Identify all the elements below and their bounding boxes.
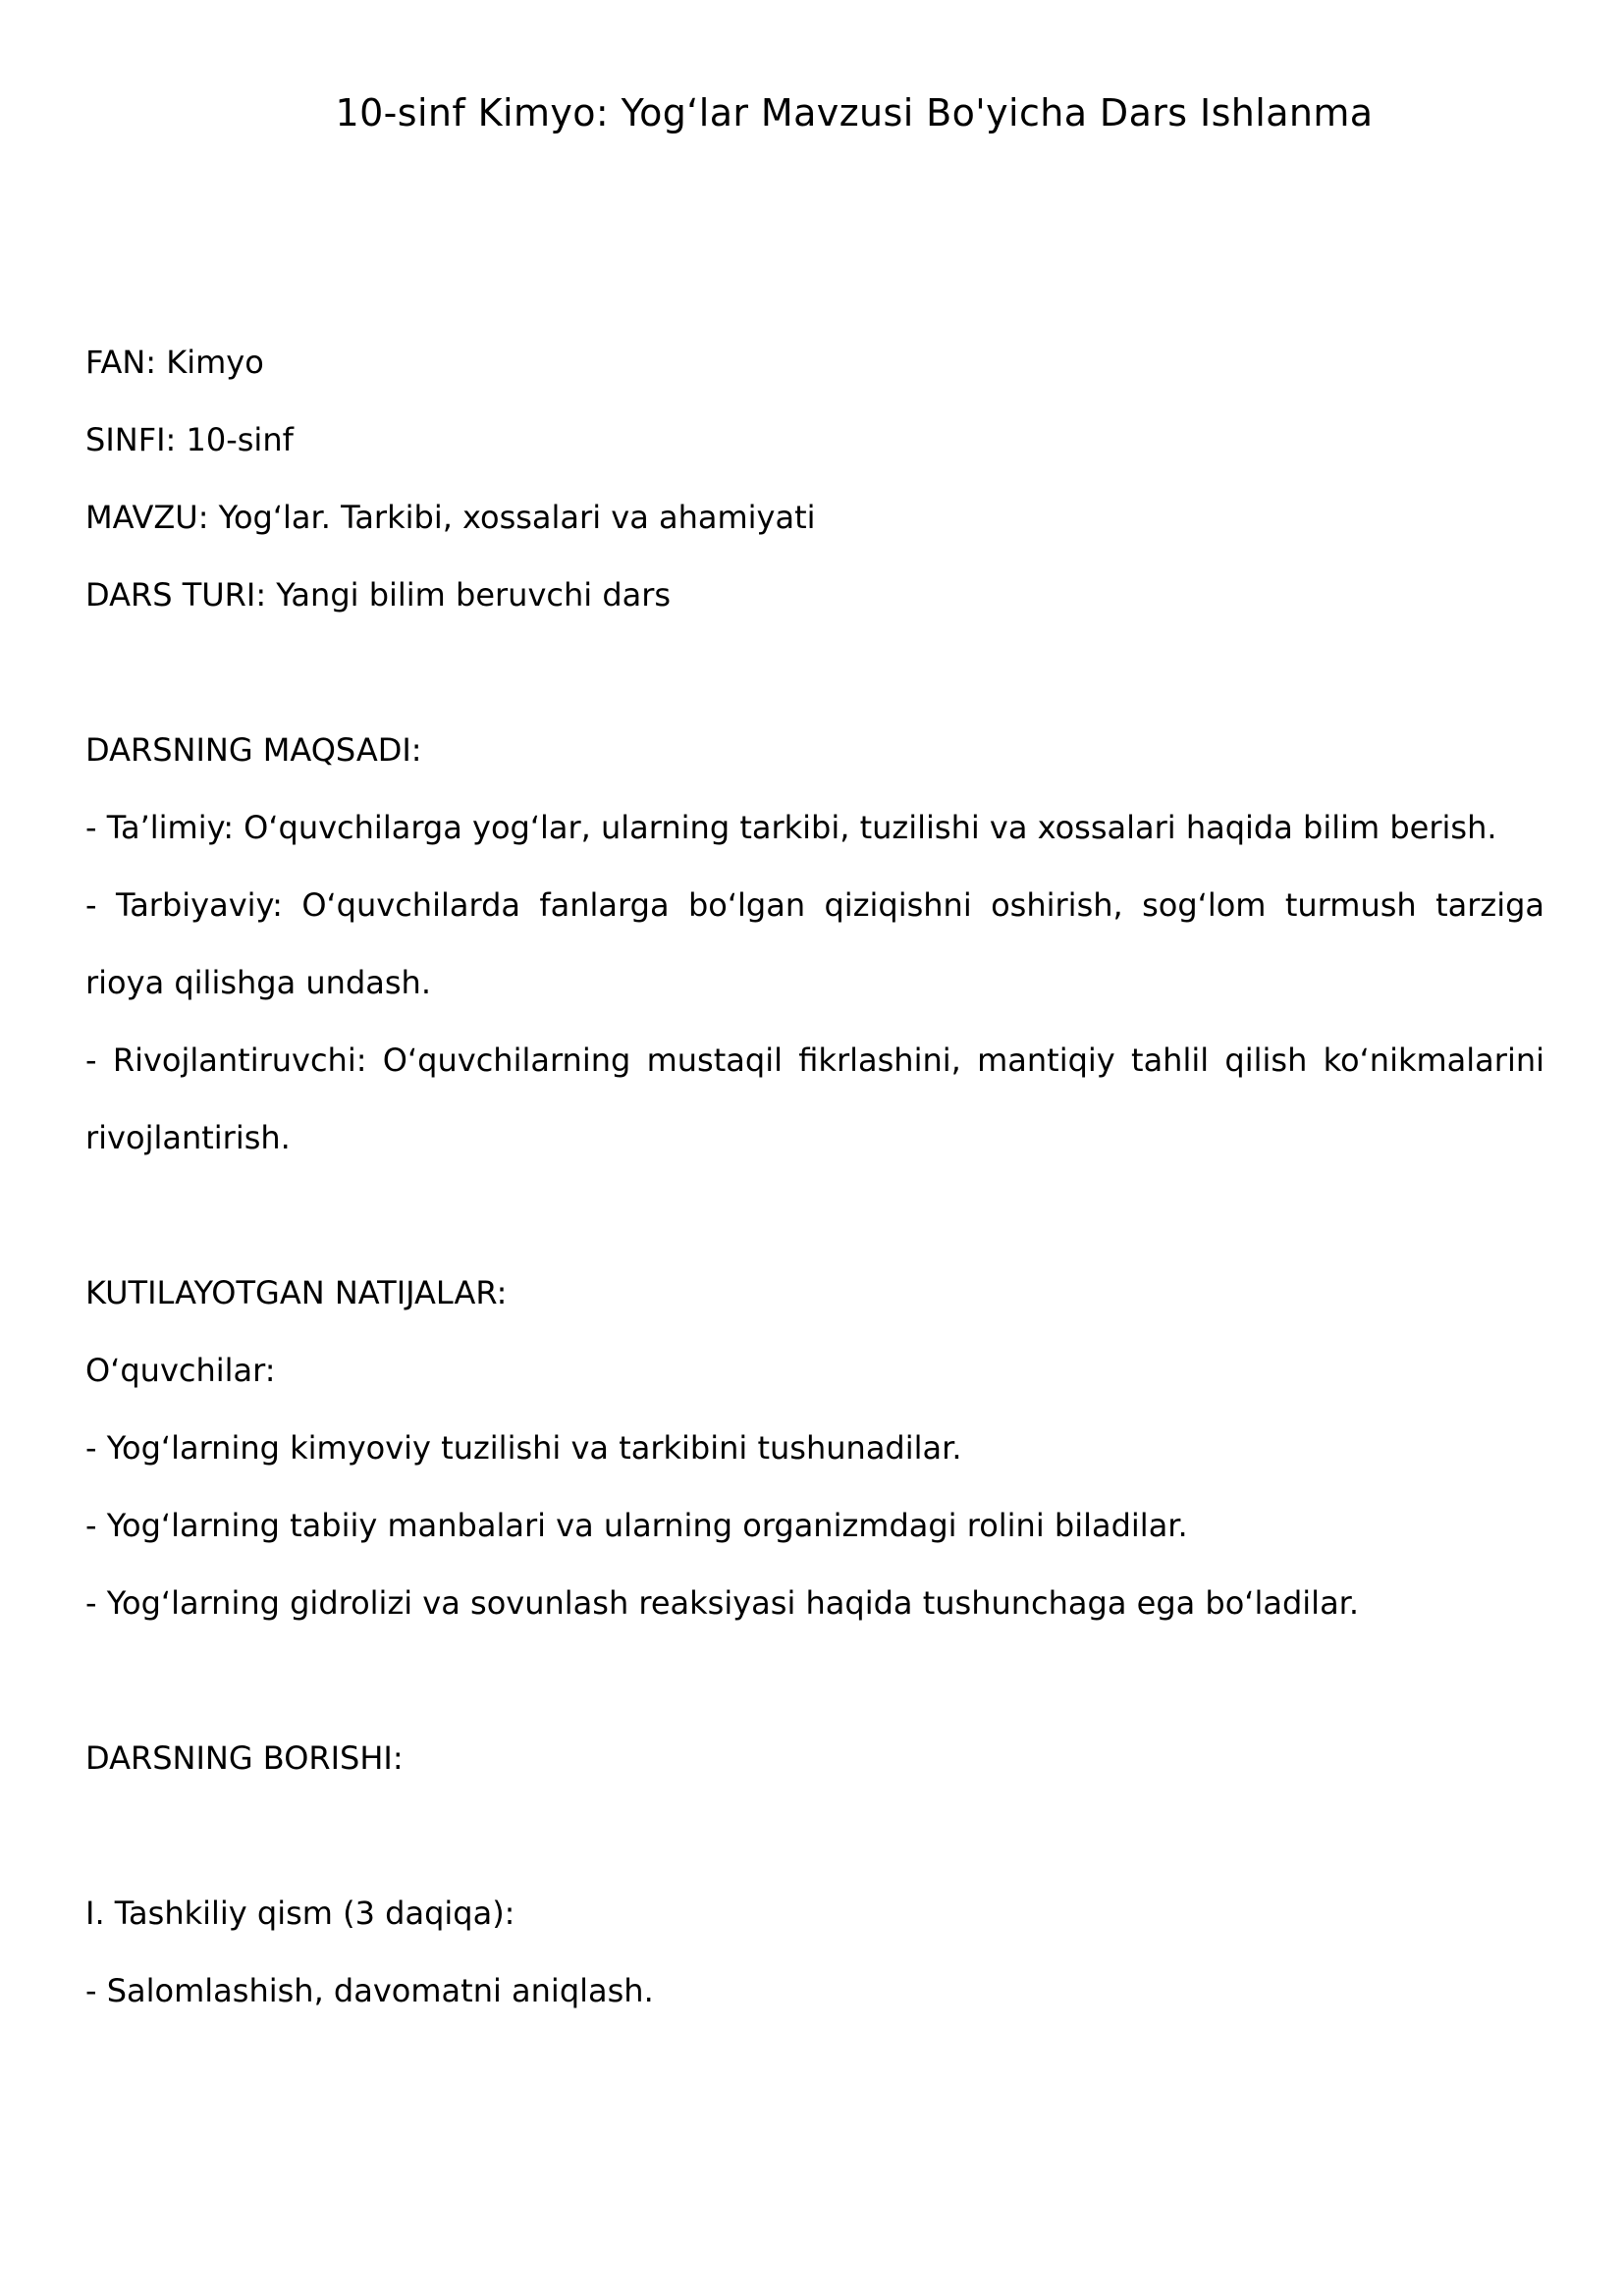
section-heading-outcomes: KUTILAYOTGAN NATIJALAR: — [85, 1274, 508, 1311]
goal-item-educational: - Ta’limiy: O‘quvchilarga yog‘lar, ularning tarkibi, tuzilishi va xossalari haqida bilim berish. — [85, 809, 1497, 846]
document-body — [85, 324, 1544, 2030]
document-title: 10-sinf Kimyo: Yog‘lar Mavzusi Bo'yicha Dars Ishlanma — [335, 91, 1374, 134]
spacer — [85, 1177, 1544, 1255]
outcome-item: - Yog‘larning tabiiy manbalari va ularning organizmdagi rolini biladilar. — [85, 1507, 1188, 1544]
meta-grade: SINFI: 10-sinf — [85, 421, 294, 458]
meta-topic: MAVZU: Yog‘lar. Tarkibi, xossalari va ahamiyati — [85, 499, 816, 536]
outcome-item: - Yog‘larning kimyoviy tuzilishi va tarkibini tushunadilar. — [85, 1429, 962, 1467]
spacer — [85, 1797, 1544, 1875]
spacer — [85, 1642, 1544, 1720]
section-heading-goals: DARSNING MAQSADI: — [85, 731, 422, 769]
procedure-item: - Salomlashish, davomatni aniqlash. — [85, 1972, 654, 2009]
goal-item-upbringing: - Tarbiyaviy: O‘quvchilarda fanlarga bo‘lgan qiziqishni oshirish, sog‘lom turmush tarziga rioya qilishga undash. — [85, 886, 1544, 1001]
outcome-item: - Yog‘larning gidrolizi va sovunlash reaksiyasi haqida tushunchaga ega bo‘ladilar. — [85, 1584, 1360, 1622]
section-heading-procedure: DARSNING BORISHI: — [85, 1739, 404, 1777]
goal-item-developmental: - Rivojlantiruvchi: O‘quvchilarning mustaqil fikrlashini, mantiqiy tahlil qilish ko‘nikmalarini rivojlantirish. — [85, 1041, 1544, 1156]
procedure-section-title: I. Tashkiliy qism (3 daqiqa): — [85, 1895, 515, 1932]
spacer — [85, 634, 1544, 712]
meta-lesson-type: DARS TURI: Yangi bilim beruvchi dars — [85, 576, 672, 614]
meta-subject: FAN: Kimyo — [85, 344, 264, 381]
outcomes-intro: O‘quvchilar: — [85, 1352, 276, 1389]
